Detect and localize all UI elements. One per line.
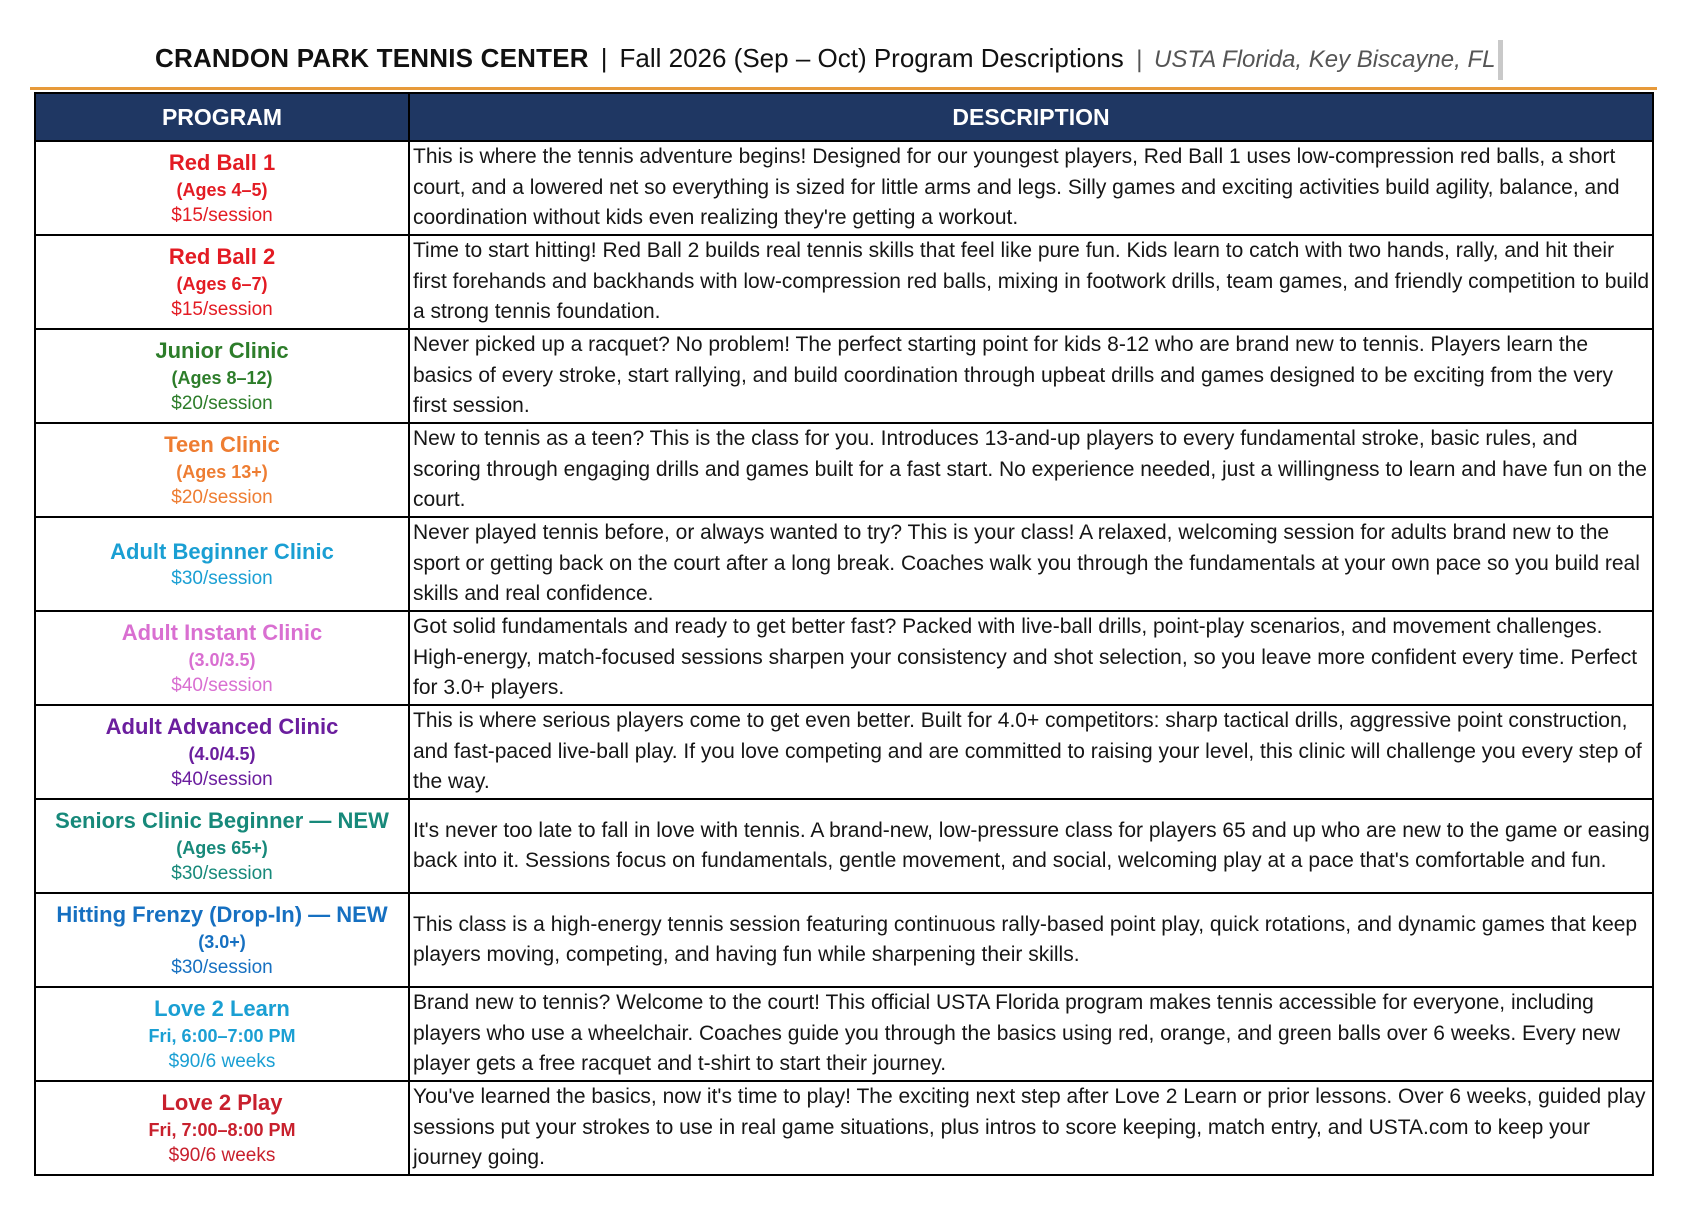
program-price: $30/session: [171, 957, 273, 978]
document-subtitle: Fall 2026 (Sep – Oct) Program Descriptions: [619, 43, 1124, 73]
program-cell: [35, 799, 409, 893]
program-detail: (3.0/3.5): [188, 650, 256, 670]
program-name: Adult Advanced Clinic: [105, 714, 339, 739]
table-row: [35, 517, 1653, 611]
program-name: Love 2 Play: [161, 1090, 283, 1115]
program-description: Never played tennis before, or always wanted to try? This is your class! A relaxed, welcoming session for adults brand new to the sport or getting back on the court after a long break. Coaches walk you through the fundamentals at your own pace so you build real skills and real confidence.: [409, 517, 1653, 611]
program-name: Adult Instant Clinic: [121, 620, 323, 645]
program-price: $90/6 weeks: [168, 1051, 276, 1072]
program-price: $30/session: [171, 863, 273, 884]
text-cursor: [1498, 40, 1503, 80]
program-cell: [35, 705, 409, 799]
program-description: Time to start hitting! Red Ball 2 builds real tennis skills that feel like pure fun. Kids learn to catch with two hands, rally, and hit their first forehands and backhands with low-compression red balls, mixing in footwork drills, team games, and friendly competition to build a strong tennis foundation.: [409, 235, 1653, 329]
table-header-row: [35, 93, 1653, 141]
program-description: This is where serious players come to get even better. Built for 4.0+ competitors: sharp tactical drills, aggressive point construction, and fast-paced live-ball play. If you love competing and are committed to raising your level, this clinic will challenge you every step of the way.: [409, 705, 1653, 799]
program-detail: Fri, 6:00–7:00 PM: [148, 1026, 296, 1046]
program-table: [34, 92, 1654, 1176]
program-name: Teen Clinic: [164, 432, 280, 457]
program-cell: [35, 893, 409, 987]
program-description: You've learned the basics, now it's time to play! The exciting next step after Love 2 Learn or prior lessons. Over 6 weeks, guided play sessions put your strokes to use in real game situations, plus intros to score keeping, match entry, and USTA.com to keep your journey going.: [409, 1081, 1653, 1175]
program-name: Red Ball 2: [168, 244, 276, 269]
program-name: Junior Clinic: [155, 338, 289, 363]
table-row: [35, 799, 1653, 893]
program-cell: [35, 611, 409, 705]
program-cell: [35, 517, 409, 611]
program-price: $40/session: [171, 675, 273, 696]
program-description: This is where the tennis adventure begins! Designed for our youngest players, Red Ball 1 uses low-compression red balls, a short court, and a lowered net so everything is sized for little arms and legs. Silly games and exciting activities build agility, balance, and coordination without kids even realizing they're getting a workout.: [409, 141, 1653, 235]
program-price: $20/session: [171, 393, 273, 414]
table-row: [35, 423, 1653, 517]
column-header-description: DESCRIPTION: [409, 93, 1653, 141]
program-cell: [35, 987, 409, 1081]
program-price: $40/session: [171, 769, 273, 790]
program-rows: [35, 141, 1653, 1175]
table-row: [35, 705, 1653, 799]
table-row: [35, 1081, 1653, 1175]
table-row: [35, 329, 1653, 423]
table-row: [35, 611, 1653, 705]
program-description: It's never too late to fall in love with tennis. A brand-new, low-pressure class for players 65 and up who are new to the game or easing back into it. Sessions focus on fundamentals, gentle movement, and social, welcoming play at a pace that's comfortable and fun.: [409, 799, 1653, 893]
program-name: Red Ball 1: [168, 150, 276, 175]
program-description: Never picked up a racquet? No problem! The perfect starting point for kids 8-12 who are brand new to tennis. Players learn the basics of every stroke, start rallying, and build coordination through upbeat drills and games designed to be exciting from the very first session.: [409, 329, 1653, 423]
program-name: Seniors Clinic Beginner — NEW: [55, 808, 389, 833]
program-cell: [35, 329, 409, 423]
program-price: $30/session: [171, 568, 273, 589]
program-price: $15/session: [171, 299, 273, 320]
program-name: Hitting Frenzy (Drop-In) — NEW: [56, 902, 388, 927]
program-detail: Fri, 7:00–8:00 PM: [148, 1120, 296, 1140]
region-label: USTA Florida, Key Biscayne, FL: [1154, 46, 1496, 73]
program-detail: (Ages 8–12): [171, 368, 273, 388]
table-row: [35, 987, 1653, 1081]
document-header: [0, 0, 1696, 90]
program-cell: [35, 423, 409, 517]
program-detail: (4.0/4.5): [188, 744, 256, 764]
program-description: Brand new to tennis? Welcome to the court! This official USTA Florida program makes tennis accessible for everyone, including players who use a wheelchair. Coaches guide you through the basics using red, orange, and green balls over 6 weeks. Every new player gets a free racquet and t-shirt to start their journey.: [409, 987, 1653, 1081]
program-detail: (3.0+): [198, 932, 246, 952]
program-description: This class is a high-energy tennis session featuring continuous rally-based point play, quick rotations, and dynamic games that keep players moving, competing, and having fun while sharpening their skills.: [409, 893, 1653, 987]
header-separator: |: [1135, 46, 1143, 73]
program-price: $90/6 weeks: [168, 1145, 276, 1166]
column-header-program: PROGRAM: [35, 93, 409, 141]
header-separator: |: [600, 43, 608, 73]
program-cell: [35, 1081, 409, 1175]
center-name: CRANDON PARK TENNIS CENTER: [155, 43, 589, 73]
program-price: $20/session: [171, 487, 273, 508]
program-detail: (Ages 13+): [176, 462, 268, 482]
program-name: Adult Beginner Clinic: [110, 539, 334, 564]
header-title-line: [155, 38, 1503, 80]
program-detail: (Ages 65+): [176, 838, 268, 858]
program-name: Love 2 Learn: [154, 996, 290, 1021]
program-description: Got solid fundamentals and ready to get better fast? Packed with live-ball drills, point-play scenarios, and movement challenges. High-energy, match-focused sessions sharpen your consistency and shot selection, so you leave more confident every time. Perfect for 3.0+ players.: [409, 611, 1653, 705]
program-detail: (Ages 6–7): [176, 274, 268, 294]
program-detail: (Ages 4–5): [176, 180, 268, 200]
table-row: [35, 893, 1653, 987]
program-description: New to tennis as a teen? This is the class for you. Introduces 13-and-up players to every fundamental stroke, basic rules, and scoring through engaging drills and games built for a fast start. No experience needed, just a willingness to learn and have fun on the court.: [409, 423, 1653, 517]
program-price: $15/session: [171, 205, 273, 226]
program-cell: [35, 141, 409, 235]
program-cell: [35, 235, 409, 329]
table-row: [35, 141, 1653, 235]
table-row: [35, 235, 1653, 329]
header-divider: [30, 87, 1657, 90]
